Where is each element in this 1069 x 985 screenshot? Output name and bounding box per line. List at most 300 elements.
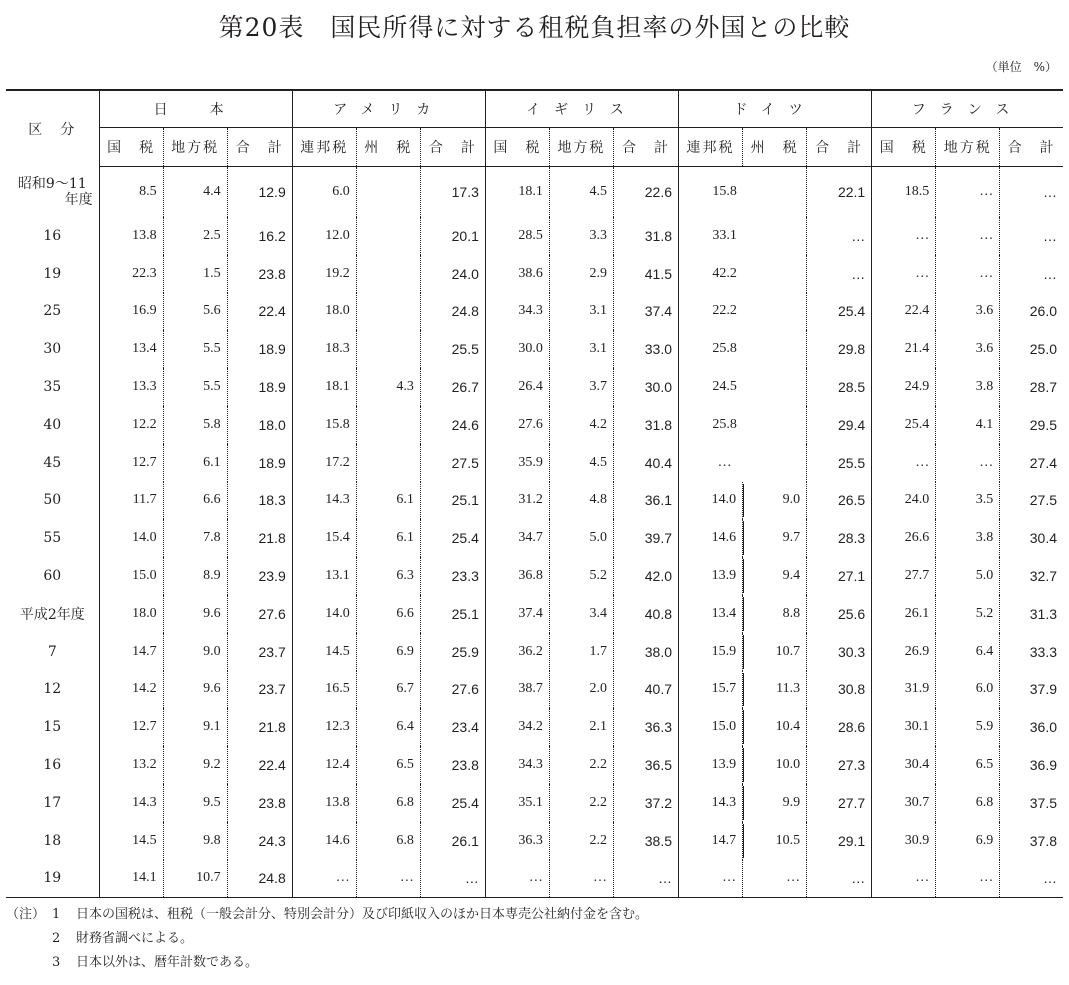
footnote-number: 3 (52, 955, 61, 970)
table-cell: 25.0 (1000, 330, 1063, 368)
column-header: 合 計 (227, 128, 292, 167)
group-header-france: フランス (872, 90, 1063, 128)
column-header: 州 税 (356, 128, 420, 167)
table-cell: 10.7 (163, 860, 227, 898)
table-cell: 18.0 (292, 293, 356, 331)
table-cell: 36.3 (613, 708, 678, 746)
table-cell: 6.3 (356, 557, 420, 595)
table-cell: 27.5 (420, 444, 485, 482)
footnote-number: 2 (52, 931, 61, 946)
table-cell: 4.5 (549, 167, 613, 218)
table-cell: … (292, 860, 356, 898)
group-header-germany: ドイツ (679, 90, 872, 128)
table-cell: … (356, 860, 420, 898)
table-cell: 6.8 (356, 822, 420, 860)
table-cell: 22.1 (807, 167, 872, 218)
table-cell: 23.4 (420, 708, 485, 746)
table-cell: 25.8 (679, 330, 807, 368)
table-cell: 41.5 (613, 255, 678, 293)
row-label: 7 (47, 643, 57, 660)
table-cell: 5.8 (163, 406, 227, 444)
table-cell: 14.3 (679, 784, 743, 822)
row-label: 15 (43, 719, 62, 736)
table-cell: 15.7 (679, 671, 743, 709)
table-cell: 27.7 (807, 784, 872, 822)
table-cell: 24.8 (420, 293, 485, 331)
table-cell: 18.1 (485, 167, 549, 218)
column-header: 合 計 (807, 128, 872, 167)
table-cell: 28.3 (807, 519, 872, 557)
table-cell: 25.9 (420, 633, 485, 671)
table-row (6, 860, 1063, 898)
table-cell: … (679, 444, 807, 482)
table-cell: … (936, 255, 1000, 293)
table-cell: 30.1 (872, 708, 936, 746)
table-cell: 21.8 (227, 519, 292, 557)
table-cell: 30.9 (872, 822, 936, 860)
table-cell: 29.5 (1000, 406, 1063, 444)
table-cell: 14.0 (99, 519, 163, 557)
table-cell: 2.2 (549, 822, 613, 860)
table-cell: 31.3 (1000, 595, 1063, 633)
table-cell: 17.2 (292, 444, 356, 482)
table-cell: 25.4 (420, 784, 485, 822)
row-label: 25 (43, 303, 62, 320)
table-cell: 4.5 (549, 444, 613, 482)
table-cell: 24.6 (420, 406, 485, 444)
table-cell: 36.0 (1000, 708, 1063, 746)
table-cell: 38.7 (485, 671, 549, 709)
table-cell: 6.8 (356, 784, 420, 822)
table-cell: 36.9 (1000, 746, 1063, 784)
table-row (6, 482, 1063, 520)
table-cell: 42.2 (679, 255, 807, 293)
table-row (6, 746, 1063, 784)
table-cell: 36.5 (613, 746, 678, 784)
table-cell: 37.4 (485, 595, 549, 633)
column-header: 国 税 (99, 128, 163, 167)
table-cell: 34.3 (485, 746, 549, 784)
table-cell: 22.4 (227, 293, 292, 331)
column-header: 国 税 (872, 128, 936, 167)
footnote-number: 1 (52, 907, 61, 922)
column-header: 地方税 (163, 128, 227, 167)
table-cell: 21.8 (227, 708, 292, 746)
table-cell: 24.0 (872, 482, 936, 520)
table-cell: 15.0 (99, 557, 163, 595)
table-cell: 18.9 (227, 444, 292, 482)
table-cell: 6.5 (356, 746, 420, 784)
row-label: 30 (43, 341, 62, 358)
table-cell: 31.8 (613, 217, 678, 255)
table-cell: 23.7 (227, 633, 292, 671)
table-cell: 14.3 (292, 482, 356, 520)
table-cell: 18.0 (99, 595, 163, 633)
table-cell: 35.9 (485, 444, 549, 482)
row-label: 18 (43, 832, 62, 849)
table-cell: 36.3 (485, 822, 549, 860)
table-cell: 36.8 (485, 557, 549, 595)
table-cell: 25.5 (420, 330, 485, 368)
row-label: 17 (43, 794, 62, 811)
table-cell: 17.3 (420, 167, 485, 218)
table-cell: … (872, 217, 936, 255)
table-row (6, 708, 1063, 746)
table-cell: 9.9 (743, 784, 807, 822)
table-cell (356, 255, 420, 293)
row-label: 35 (43, 379, 62, 396)
table-cell: 4.8 (549, 482, 613, 520)
table-cell: … (613, 860, 678, 898)
table-cell: 9.6 (163, 595, 227, 633)
table-cell: 27.5 (1000, 482, 1063, 520)
table-cell: 26.5 (807, 482, 872, 520)
table-cell: 5.0 (549, 519, 613, 557)
table-cell: 7.8 (163, 519, 227, 557)
table-cell: 37.2 (613, 784, 678, 822)
group-header-usa: アメリカ (292, 90, 485, 128)
table-cell: 6.9 (356, 633, 420, 671)
table-cell: 24.8 (227, 860, 292, 898)
footnote-text: 日本の国税は、租税（一般会計分、特別会計分）及び印紙収入のほか日本専売公社納付金を含む。 (76, 907, 649, 922)
table-cell: 36.2 (485, 633, 549, 671)
table-cell: … (936, 860, 1000, 898)
table-cell: 25.1 (420, 595, 485, 633)
table-cell: 4.1 (936, 406, 1000, 444)
table-cell: 12.2 (99, 406, 163, 444)
table-cell: 29.8 (807, 330, 872, 368)
table-cell: 11.7 (99, 482, 163, 520)
table-cell: 11.3 (743, 671, 807, 709)
table-cell: 30.0 (613, 368, 678, 406)
table-cell: 2.9 (549, 255, 613, 293)
table-cell: 14.1 (99, 860, 163, 898)
table-row (6, 406, 1063, 444)
column-header: 合 計 (1000, 128, 1063, 167)
table-cell: 2.5 (163, 217, 227, 255)
table-cell: 30.8 (807, 671, 872, 709)
table-cell: 30.3 (807, 633, 872, 671)
table-row (6, 671, 1063, 709)
table-cell: … (743, 860, 807, 898)
column-header: 州 税 (743, 128, 807, 167)
table-cell: 3.6 (936, 330, 1000, 368)
table-cell: 16.9 (99, 293, 163, 331)
table-cell: 14.7 (679, 822, 743, 860)
table-cell: 30.7 (872, 784, 936, 822)
table-cell: 26.1 (872, 595, 936, 633)
table-cell: 28.5 (485, 217, 549, 255)
table-cell: 6.1 (356, 519, 420, 557)
table-cell: 10.0 (743, 746, 807, 784)
table-cell: 14.7 (99, 633, 163, 671)
table-cell: 34.7 (485, 519, 549, 557)
table-cell: 28.6 (807, 708, 872, 746)
table-cell: 27.3 (807, 746, 872, 784)
table-cell: 13.8 (292, 784, 356, 822)
table-cell: 6.5 (936, 746, 1000, 784)
table-cell: 6.6 (356, 595, 420, 633)
table-cell: 6.8 (936, 784, 1000, 822)
table-cell: 37.5 (1000, 784, 1063, 822)
group-header-uk: イギリス (485, 90, 678, 128)
table-cell: 33.3 (1000, 633, 1063, 671)
table-cell: 23.8 (227, 784, 292, 822)
table-cell: 29.4 (807, 406, 872, 444)
table-cell: 24.0 (420, 255, 485, 293)
table-cell: 5.0 (936, 557, 1000, 595)
column-header: 地方税 (936, 128, 1000, 167)
table-cell: 26.0 (1000, 293, 1063, 331)
table-cell: 34.2 (485, 708, 549, 746)
table-body (6, 167, 1063, 898)
table-cell: 3.1 (549, 293, 613, 331)
table-cell: … (872, 255, 936, 293)
table-cell: 40.7 (613, 671, 678, 709)
table-cell: 27.1 (807, 557, 872, 595)
table-cell (356, 406, 420, 444)
row-label: 16 (43, 227, 62, 244)
footnote-3 (6, 951, 648, 975)
table-cell: 28.7 (1000, 368, 1063, 406)
column-header: 地方税 (549, 128, 613, 167)
table-cell: 30.0 (485, 330, 549, 368)
table-cell: 9.0 (163, 633, 227, 671)
table-cell: … (679, 860, 743, 898)
table-cell: 24.9 (872, 368, 936, 406)
row-label: 19 (43, 265, 62, 282)
row-label: 16 (43, 757, 62, 774)
table-cell: 10.7 (743, 633, 807, 671)
row-label: 12 (43, 681, 62, 698)
table-cell (356, 330, 420, 368)
table-cell: 1.5 (163, 255, 227, 293)
table-cell: 5.9 (936, 708, 1000, 746)
table-cell: 25.1 (420, 482, 485, 520)
table-cell: 12.9 (227, 167, 292, 218)
table-cell: 6.1 (163, 444, 227, 482)
unit-note: （単位 %） (985, 60, 1057, 74)
table-cell: 12.7 (99, 708, 163, 746)
table-cell: 3.5 (936, 482, 1000, 520)
table-cell: … (936, 217, 1000, 255)
table-cell: 5.5 (163, 330, 227, 368)
table-cell: 37.9 (1000, 671, 1063, 709)
table-cell: 3.1 (549, 330, 613, 368)
table-row (6, 784, 1063, 822)
table-cell: 14.6 (292, 822, 356, 860)
table-cell: … (1000, 167, 1063, 218)
column-header: 連邦税 (292, 128, 356, 167)
table-cell: 9.1 (163, 708, 227, 746)
table-cell: 10.4 (743, 708, 807, 746)
column-header: 合 計 (613, 128, 678, 167)
table-cell (356, 167, 420, 218)
table-cell: 3.6 (936, 293, 1000, 331)
table-cell: 4.3 (356, 368, 420, 406)
table-row (6, 330, 1063, 368)
table-cell: 26.6 (872, 519, 936, 557)
table-cell: 9.5 (163, 784, 227, 822)
column-header: 連邦税 (679, 128, 743, 167)
table-cell: … (936, 167, 1000, 218)
table-cell: 15.0 (679, 708, 743, 746)
row-label: 19 (6, 860, 99, 898)
table-cell: 5.2 (936, 595, 1000, 633)
table-cell: 13.8 (99, 217, 163, 255)
table-row (6, 633, 1063, 671)
table-cell: 27.6 (227, 595, 292, 633)
table-row (6, 167, 1063, 218)
table-cell: 13.9 (679, 557, 743, 595)
footnote-mark (6, 927, 52, 951)
row-label: 60 (43, 568, 62, 585)
table-cell: 35.1 (485, 784, 549, 822)
table-cell: 23.9 (227, 557, 292, 595)
table-cell: 14.6 (679, 519, 743, 557)
table-cell: 3.8 (936, 519, 1000, 557)
table-cell: 15.9 (679, 633, 743, 671)
table-cell: 18.1 (292, 368, 356, 406)
table-cell: 31.2 (485, 482, 549, 520)
table-cell: 14.5 (292, 633, 356, 671)
table-cell: 21.4 (872, 330, 936, 368)
table-cell: 12.3 (292, 708, 356, 746)
table-cell: 14.5 (99, 822, 163, 860)
table-cell: 37.8 (1000, 822, 1063, 860)
table-row (6, 444, 1063, 482)
column-header: 合 計 (420, 128, 485, 167)
table-cell: 25.8 (679, 406, 807, 444)
table-cell: 38.6 (485, 255, 549, 293)
table-cell: 37.4 (613, 293, 678, 331)
table-cell: 23.8 (420, 746, 485, 784)
table-cell: 18.3 (227, 482, 292, 520)
table-cell: 27.6 (485, 406, 549, 444)
column-subheaders (6, 128, 1063, 167)
table-cell: 24.3 (227, 822, 292, 860)
table-row (6, 595, 1063, 633)
table-cell: 9.0 (743, 482, 807, 520)
table-cell: 29.1 (807, 822, 872, 860)
footnote-2 (6, 927, 648, 951)
table-cell: 2.1 (549, 708, 613, 746)
row-label: 平成2年度 (19, 606, 85, 623)
table-cell: 23.7 (227, 671, 292, 709)
table-cell: 1.7 (549, 633, 613, 671)
table-cell: 16.2 (227, 217, 292, 255)
table-cell: 6.0 (292, 167, 356, 218)
table-cell: 3.3 (549, 217, 613, 255)
row-label: 45 (43, 454, 62, 471)
table-cell: 31.8 (613, 406, 678, 444)
table-cell: 40.4 (613, 444, 678, 482)
table-cell: 6.7 (356, 671, 420, 709)
table-cell: 14.0 (679, 482, 743, 520)
table-cell: 9.7 (743, 519, 807, 557)
table-cell: 3.8 (936, 368, 1000, 406)
table-cell: 14.2 (99, 671, 163, 709)
table-cell: 20.1 (420, 217, 485, 255)
table-cell: 15.8 (292, 406, 356, 444)
row-label: 50 (43, 492, 62, 509)
table-cell: 23.8 (227, 255, 292, 293)
table-cell: … (872, 444, 936, 482)
column-header: 国 税 (485, 128, 549, 167)
row-label-line1: 昭和9～11 (17, 175, 87, 192)
table-cell: 34.3 (485, 293, 549, 331)
table-cell: 25.4 (420, 519, 485, 557)
table-cell: 6.6 (163, 482, 227, 520)
table-cell: 2.0 (549, 671, 613, 709)
table-row (6, 822, 1063, 860)
footnote-text: 財務省調べによる。 (76, 931, 194, 946)
page-title: 第20表 国民所得に対する租税負担率の外国との比較 (218, 13, 851, 42)
table-cell: 8.5 (99, 167, 163, 218)
table-cell: 23.3 (420, 557, 485, 595)
table-cell: 3.4 (549, 595, 613, 633)
table-cell: 18.9 (227, 368, 292, 406)
table-cell: 8.8 (743, 595, 807, 633)
table-cell: 5.5 (163, 368, 227, 406)
table-cell: 6.9 (936, 822, 1000, 860)
table-cell: 12.0 (292, 217, 356, 255)
table-cell: 3.7 (549, 368, 613, 406)
table-row (6, 557, 1063, 595)
table-cell (356, 217, 420, 255)
table-row (6, 519, 1063, 557)
table-cell: 2.2 (549, 746, 613, 784)
table-row (6, 255, 1063, 293)
table-cell: 27.7 (872, 557, 936, 595)
table-cell: 18.3 (292, 330, 356, 368)
table-cell: 33.0 (613, 330, 678, 368)
table-cell: … (549, 860, 613, 898)
table-cell: … (485, 860, 549, 898)
table-cell: 6.4 (936, 633, 1000, 671)
footnote-text: 日本以外は、暦年計数である。 (76, 955, 259, 970)
table-cell: 28.5 (807, 368, 872, 406)
table-cell: 13.4 (99, 330, 163, 368)
row-header: 区 分 (6, 90, 99, 167)
row-label (6, 167, 99, 218)
table-cell: 14.3 (99, 784, 163, 822)
table-cell: 8.9 (163, 557, 227, 595)
table-cell: 42.0 (613, 557, 678, 595)
table-cell: 25.6 (807, 595, 872, 633)
footnote-mark: （注） (6, 907, 46, 922)
table-cell: … (420, 860, 485, 898)
table-cell: … (1000, 217, 1063, 255)
table-cell: … (1000, 860, 1063, 898)
table-cell: 12.7 (99, 444, 163, 482)
footnotes (6, 903, 648, 975)
table-cell: 27.6 (420, 671, 485, 709)
row-label: 55 (43, 530, 62, 547)
table-cell: 9.8 (163, 822, 227, 860)
table-cell: 19.2 (292, 255, 356, 293)
table-cell: 18.9 (227, 330, 292, 368)
table-cell: 36.1 (613, 482, 678, 520)
table-cell: … (807, 217, 872, 255)
footnote-1 (6, 903, 648, 927)
table-cell: 33.1 (679, 217, 807, 255)
table-cell: 9.6 (163, 671, 227, 709)
table-cell: 15.8 (679, 167, 807, 218)
table-cell (356, 444, 420, 482)
table-cell: 6.1 (356, 482, 420, 520)
table-cell: 26.7 (420, 368, 485, 406)
